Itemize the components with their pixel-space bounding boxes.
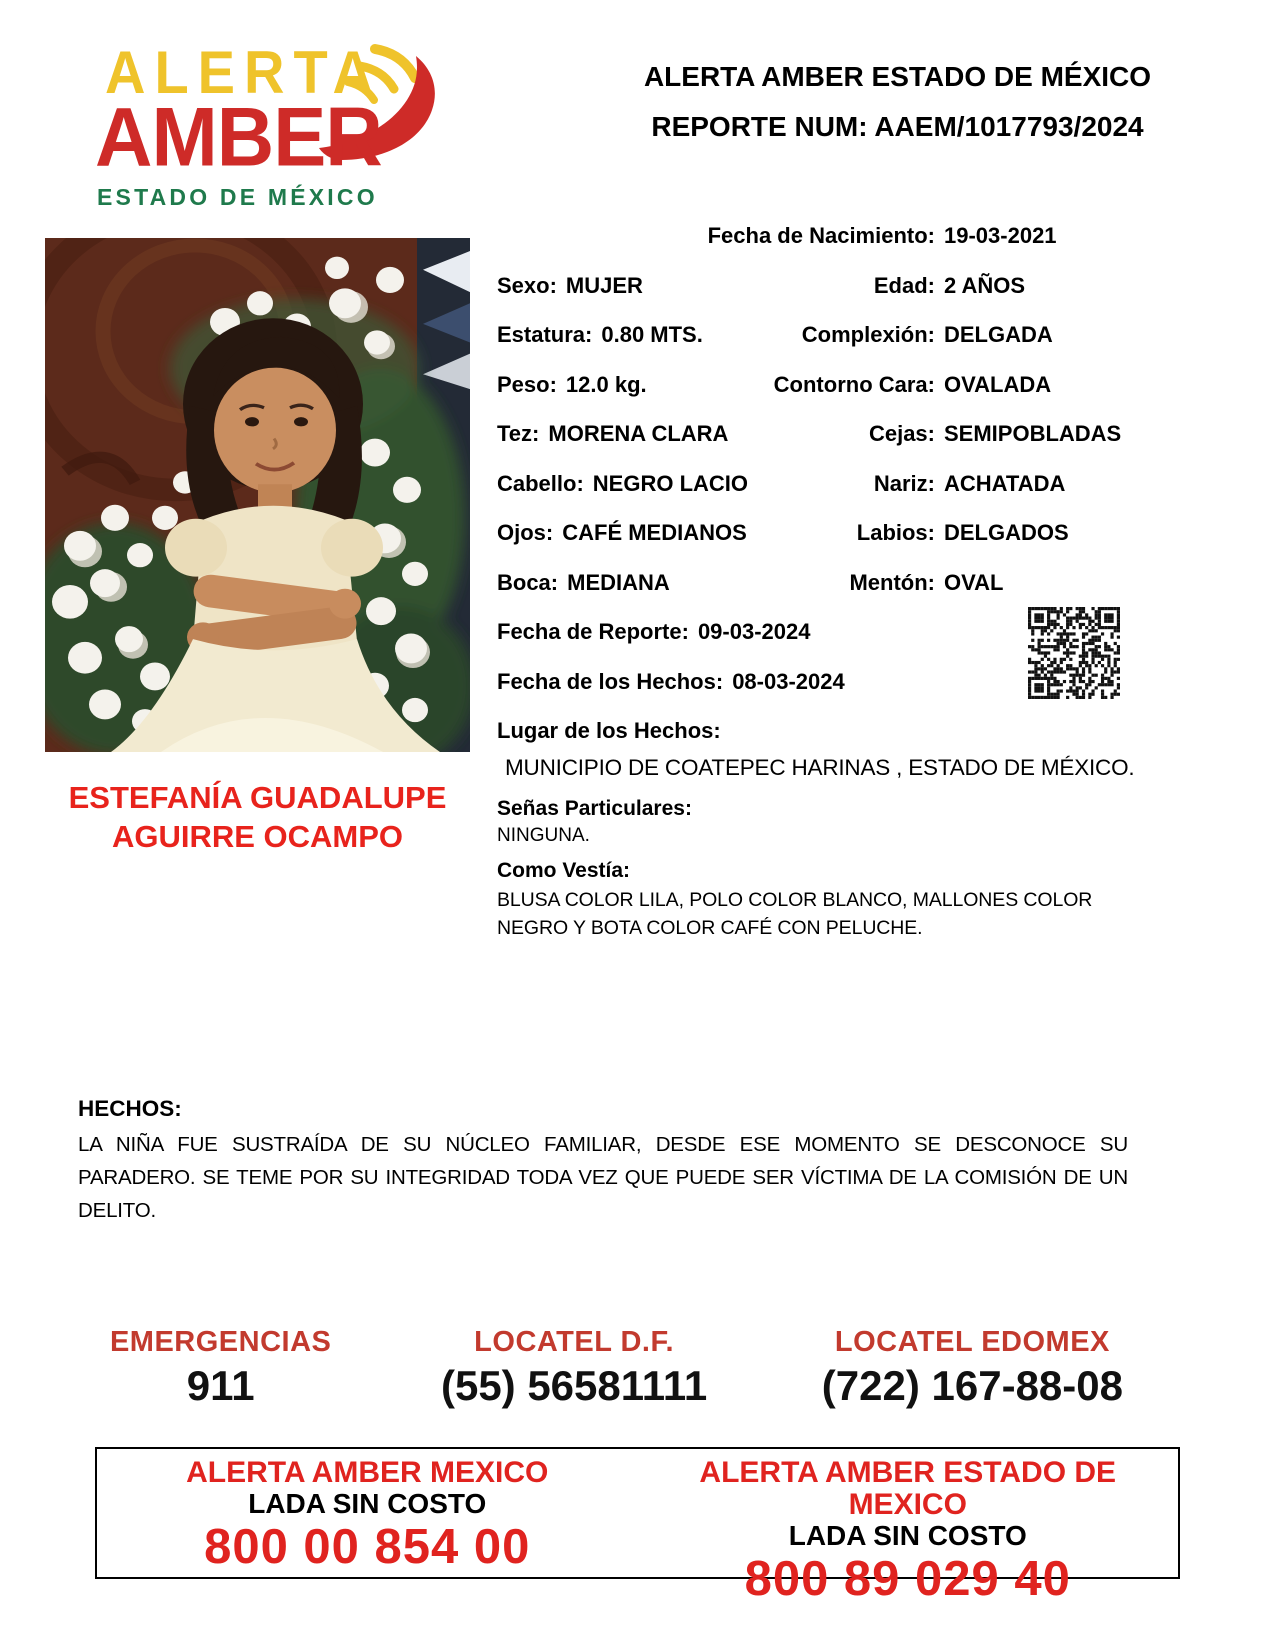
clothing-value: BLUSA COLOR LILA, POLO COLOR BLANCO, MALLONES COLOR NEGRO Y BOTA COLOR CAFÉ CON PELUCHE.	[497, 889, 1093, 939]
field-row-sex-age	[497, 273, 1185, 323]
qr-code	[1028, 607, 1120, 699]
locatel-edomex-label: LOCATEL EDOMEX	[834, 1326, 1110, 1358]
mouth-label: Boca:	[497, 569, 559, 595]
clothing-label: Como Vestía:	[497, 859, 631, 882]
child-name-line2: AGUIRRE OCAMPO	[111, 819, 404, 854]
logo-alerta-text: ALERTA	[105, 37, 382, 106]
amber-mexico-title: ALERTA AMBER MEXICO	[186, 1456, 549, 1489]
missing-child-name	[30, 778, 485, 856]
field-row-height-build	[497, 322, 1185, 372]
field-row-weight-face	[497, 372, 1185, 422]
logo-amber-text: AMBER	[95, 90, 382, 184]
face-shape-value: OVALADA	[944, 371, 1052, 397]
weight-value: 12.0 kg.	[565, 371, 647, 397]
eyes-value: CAFÉ MEDIANOS	[562, 520, 747, 545]
chin-label: Mentón:	[849, 569, 935, 595]
field-row-hair-nose	[497, 471, 1185, 521]
sex-value: MUJER	[565, 272, 643, 298]
toll-free-box	[95, 1447, 1180, 1606]
amber-edomex-subtitle: LADA SIN COSTO	[788, 1520, 1027, 1551]
contact-emergencias	[58, 1326, 383, 1410]
page-title: ALERTA AMBER ESTADO DE MÉXICO	[643, 61, 1152, 92]
marks-label: Señas Particulares:	[497, 797, 692, 820]
field-row-skin-brows	[497, 421, 1185, 471]
lips-value: DELGADOS	[944, 520, 1069, 545]
brows-value: SEMIPOBLADAS	[944, 421, 1122, 446]
locatel-edomex-number: (722) 167-88-08	[821, 1362, 1123, 1409]
hechos-label: HECHOS:	[78, 1096, 182, 1121]
sex-label: Sexo:	[497, 272, 557, 298]
hechos-text: LA NIÑA FUE SUSTRAÍDA DE SU NÚCLEO FAMILIAR, DESDE ESE MOMENTO SE DESCONOCE SU PARADERO. SE TEME POR SU INTEGRIDAD TODA VEZ QUE PUEDE SER VÍCTIMA DE LA COMISIÓN DE UN DELITO.	[78, 1133, 1128, 1222]
logo-estado-text: ESTADO DE MÉXICO	[97, 184, 378, 210]
place-value: MUNICIPIO DE COATEPEC HARINAS , ESTADO DE MÉXICO.	[505, 755, 1135, 780]
chin-value: OVAL	[944, 569, 1004, 595]
age-value: 2 AÑOS	[944, 272, 1026, 298]
amber-edomex-number: 800 89 029 40	[744, 1552, 1071, 1606]
emergencias-number: 911	[186, 1362, 255, 1409]
events-date-value: 08-03-2024	[732, 668, 845, 694]
report-date-value: 09-03-2024	[697, 619, 811, 644]
alerta-amber-logo	[95, 37, 405, 212]
nose-label: Nariz:	[873, 470, 935, 496]
amber-edomex-column	[638, 1449, 1179, 1606]
locatel-df-label: LOCATEL D.F.	[474, 1326, 675, 1358]
eyes-label: Ojos:	[497, 520, 554, 545]
amber-edomex-title: ALERTA AMBER ESTADO DE MEXICO	[699, 1456, 1117, 1521]
birth-date-label: Fecha de Nacimiento:	[707, 223, 935, 248]
missing-child-photo	[45, 238, 470, 752]
skin-value: MORENA CLARA	[548, 421, 729, 446]
report-date-label: Fecha de Reporte:	[497, 619, 689, 644]
weight-label: Peso:	[497, 371, 557, 397]
marks-value: NINGUNA.	[497, 825, 590, 846]
birth-date-value: 19-03-2021	[944, 223, 1057, 248]
contact-numbers	[58, 1326, 1180, 1410]
brows-label: Cejas:	[868, 421, 935, 446]
amber-mexico-number: 800 00 854 00	[204, 1520, 531, 1574]
events-date-label: Fecha de los Hechos:	[497, 668, 724, 694]
lips-label: Labios:	[856, 520, 935, 545]
place-label: Lugar de los Hechos:	[497, 718, 721, 743]
emergencias-label: EMERGENCIAS	[109, 1326, 332, 1358]
build-value: DELGADA	[944, 322, 1053, 347]
build-label: Complexión:	[801, 322, 935, 347]
height-label: Estatura:	[497, 322, 593, 347]
height-value: 0.80 MTS.	[601, 322, 703, 347]
amber-mexico-column	[97, 1449, 638, 1577]
hair-label: Cabello:	[497, 470, 584, 496]
contact-locatel-df	[383, 1326, 764, 1410]
age-label: Edad:	[873, 272, 935, 298]
mouth-value: MEDIANA	[567, 569, 670, 595]
face-shape-label: Contorno Cara:	[773, 371, 935, 397]
subject-details	[497, 223, 1185, 942]
hair-value: NEGRO LACIO	[592, 470, 749, 496]
skin-label: Tez:	[497, 421, 540, 446]
contact-locatel-edomex	[765, 1326, 1180, 1410]
field-row-eyes-lips	[497, 520, 1185, 570]
locatel-df-number: (55) 56581111	[440, 1362, 708, 1409]
amber-mexico-subtitle: LADA SIN COSTO	[248, 1488, 487, 1519]
child-name-line1: ESTEFANÍA GUADALUPE	[68, 780, 447, 815]
hechos-section	[78, 1096, 1128, 1227]
nose-value: ACHATADA	[944, 470, 1066, 496]
report-number: REPORTE NUM: AAEM/1017793/2024	[651, 111, 1144, 142]
document-title-block	[615, 62, 1180, 142]
field-row-birth	[497, 223, 1185, 273]
